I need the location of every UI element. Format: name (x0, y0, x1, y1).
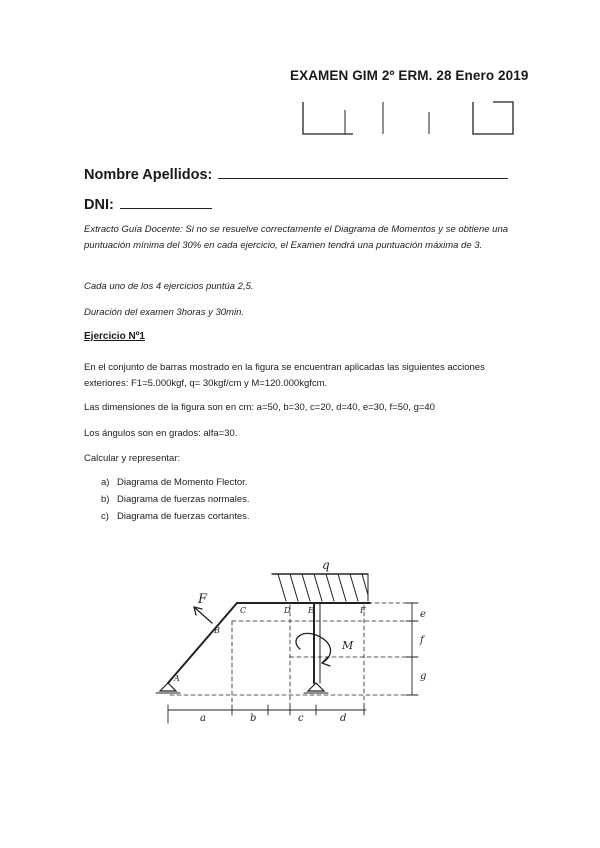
structure-figure (150, 545, 510, 730)
name-blank-line[interactable] (218, 165, 508, 179)
exam-title: EXAMEN GIM 2º ERM. 28 Enero 2019 (290, 68, 529, 83)
task-list (101, 474, 250, 525)
label-moment-M: M (342, 639, 354, 652)
label-a: a (200, 713, 206, 724)
label-d: d (340, 713, 347, 724)
duration-note: Duración del examen 3horas y 30min. (84, 307, 245, 318)
list-item: a) Diagrama de Momento Flector. (101, 477, 248, 488)
dni-label: DNI: (84, 197, 114, 213)
label-node-B: B (214, 626, 220, 635)
dni-blank-line[interactable] (120, 195, 212, 209)
grade-boxes (297, 100, 517, 136)
guide-extract-note: Extracto Guía Docente: Si no se resuelve correctamente el Diagrama de Momentos y se obtiene una puntuación mínima del 30% en cada ejercicio, el Examen tendrá una puntuación máxima de 3. (84, 224, 509, 251)
label-q: q (322, 558, 330, 572)
exercise-dimensions: Las dimensiones de la figura son en cm: a=50, b=30, c=20, d=40, e=30, f=50, g=40 (84, 402, 435, 413)
scoring-note: Cada uno de los 4 ejercicios puntúa 2,5. (84, 281, 254, 292)
exercise-statement: En el conjunto de barras mostrado en la figura se encuentran aplicadas las siguientes acciones exteriores: F1=5.000kgf, q= 30kgf/cm y M=120.000kgfcm. (84, 362, 485, 389)
label-f: f (420, 635, 424, 646)
exercise-instruction: Calcular y representar: (84, 453, 181, 464)
name-label: Nombre Apellidos: (84, 167, 213, 183)
exercise-angles: Los ángulos son en grados: alfa=30. (84, 428, 238, 439)
label-node-D: D (284, 606, 291, 615)
label-node-F: F (360, 606, 366, 615)
label-c: c (298, 713, 304, 724)
label-g: g (420, 671, 427, 682)
label-e: e (420, 609, 426, 620)
name-field[interactable] (84, 165, 508, 183)
distributed-load (272, 574, 368, 601)
label-node-A: A (174, 674, 180, 683)
dni-field[interactable] (84, 195, 212, 213)
label-node-E: E (308, 606, 314, 615)
list-item: c) Diagrama de fuerzas cortantes. (101, 511, 250, 522)
label-b: b (250, 713, 257, 724)
label-force-F: F (198, 592, 208, 607)
label-node-C: C (240, 606, 247, 615)
exercise-heading: Ejercicio Nº1 (84, 331, 145, 342)
list-item: b) Diagrama de fuerzas normales. (101, 494, 250, 505)
